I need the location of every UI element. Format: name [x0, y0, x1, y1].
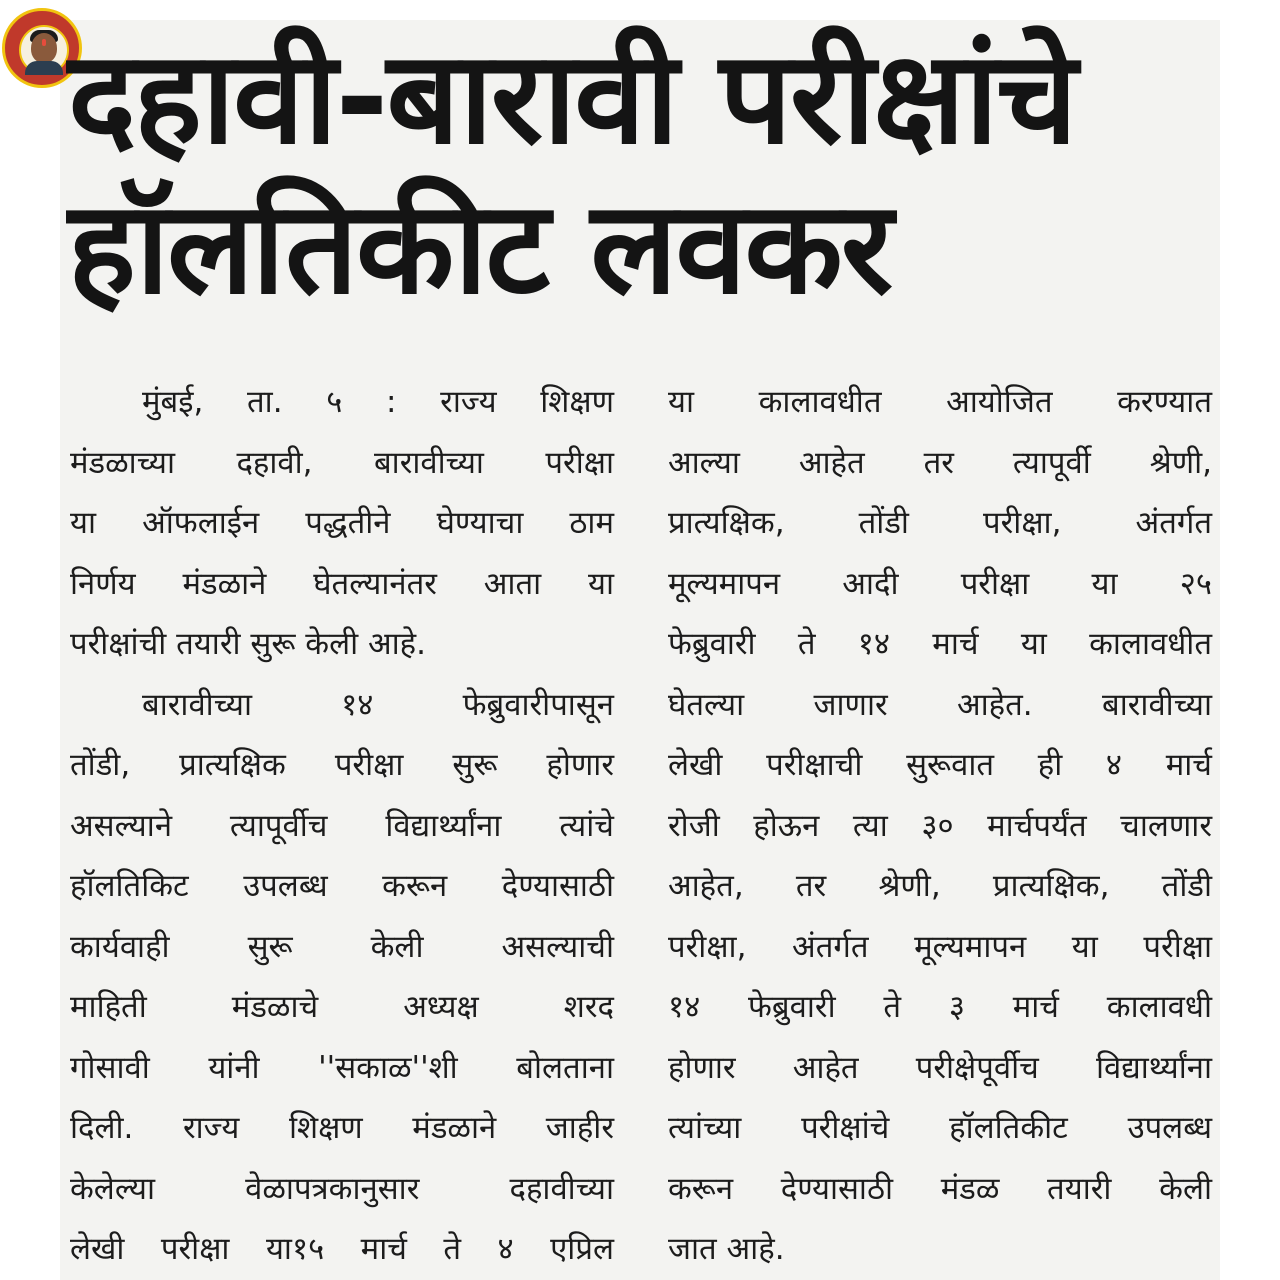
body-line: जात आहे. [668, 1231, 785, 1267]
article-headline [68, 24, 1218, 324]
body-line: मुंबई, ता. ५ : राज्य शिक्षण [142, 384, 614, 420]
body-line: मंडळाच्या दहावी, बारावीच्या परीक्षा [70, 444, 614, 481]
headline-line-2: हॉलतिकीट लवकर [68, 174, 892, 323]
body-line: लेखी परीक्षा या१५ मार्च ते ४ एप्रिल [70, 1231, 614, 1267]
body-line: करून देण्यासाठी मंडळ तयारी केली [668, 1170, 1212, 1207]
body-line: असल्याने त्यापूर्वीच विद्यार्थ्यांना त्यांचे [70, 807, 614, 844]
body-line: त्यांच्या परीक्षांचे हॉलतिकीट उपलब्ध [668, 1110, 1212, 1146]
body-line: परीक्षांची तयारी सुरू केली आहे. [70, 626, 426, 662]
body-line: गोसावी यांनी ''सकाळ''शी बोलताना [70, 1049, 614, 1086]
body-line: आहेत, तर श्रेणी, प्रात्यक्षिक, तोंडी [668, 868, 1212, 904]
body-line: बारावीच्या १४ फेब्रुवारीपासून [142, 686, 614, 723]
body-line: रोजी होऊन त्या ३० मार्चपर्यंत चालणार [668, 807, 1212, 844]
body-line: होणार आहेत परीक्षेपूर्वीच विद्यार्थ्यांना [668, 1049, 1212, 1086]
body-line: परीक्षा, अंतर्गत मूल्यमापन या परीक्षा [668, 928, 1212, 965]
body-line: दिली. राज्य शिक्षण मंडळाने जाहीर [70, 1110, 614, 1146]
body-line: माहिती मंडळाचे अध्यक्ष शरद [70, 989, 614, 1025]
body-line: हॉलतिकिट उपलब्ध करून देण्यासाठी [70, 868, 614, 904]
body-line: आल्या आहेत तर त्यापूर्वी श्रेणी, [668, 444, 1212, 481]
body-line: फेब्रुवारी ते १४ मार्च या कालावधीत [668, 626, 1212, 662]
profile-photo [19, 25, 69, 75]
body-line: या कालावधीत आयोजित करण्यात [668, 384, 1212, 420]
body-line: घेतल्या जाणार आहेत. बारावीच्या [668, 686, 1212, 723]
headline-line-1: दहावी-बारावी परीक्षांचे [68, 24, 1076, 173]
article-column-right [668, 372, 1212, 1280]
body-line: या ऑफलाईन पद्धतीने घेण्याचा ठाम [70, 505, 614, 541]
body-line: कार्यवाही सुरू केली असल्याची [70, 928, 614, 965]
body-line: निर्णय मंडळाने घेतल्यानंतर आता या [70, 565, 614, 602]
body-line: मूल्यमापन आदी परीक्षा या २५ [668, 565, 1212, 602]
body-line: लेखी परीक्षाची सुरूवात ही ४ मार्च [668, 747, 1212, 783]
article-column-left [70, 372, 614, 1280]
body-line: तोंडी, प्रात्यक्षिक परीक्षा सुरू होणार [70, 747, 614, 783]
body-line: १४ फेब्रुवारी ते ३ मार्च कालावधी [668, 989, 1212, 1025]
body-line: केलेल्या वेळापत्रकानुसार दहावीच्या [70, 1170, 614, 1207]
body-line: प्रात्यक्षिक, तोंडी परीक्षा, अंतर्गत [668, 505, 1212, 541]
